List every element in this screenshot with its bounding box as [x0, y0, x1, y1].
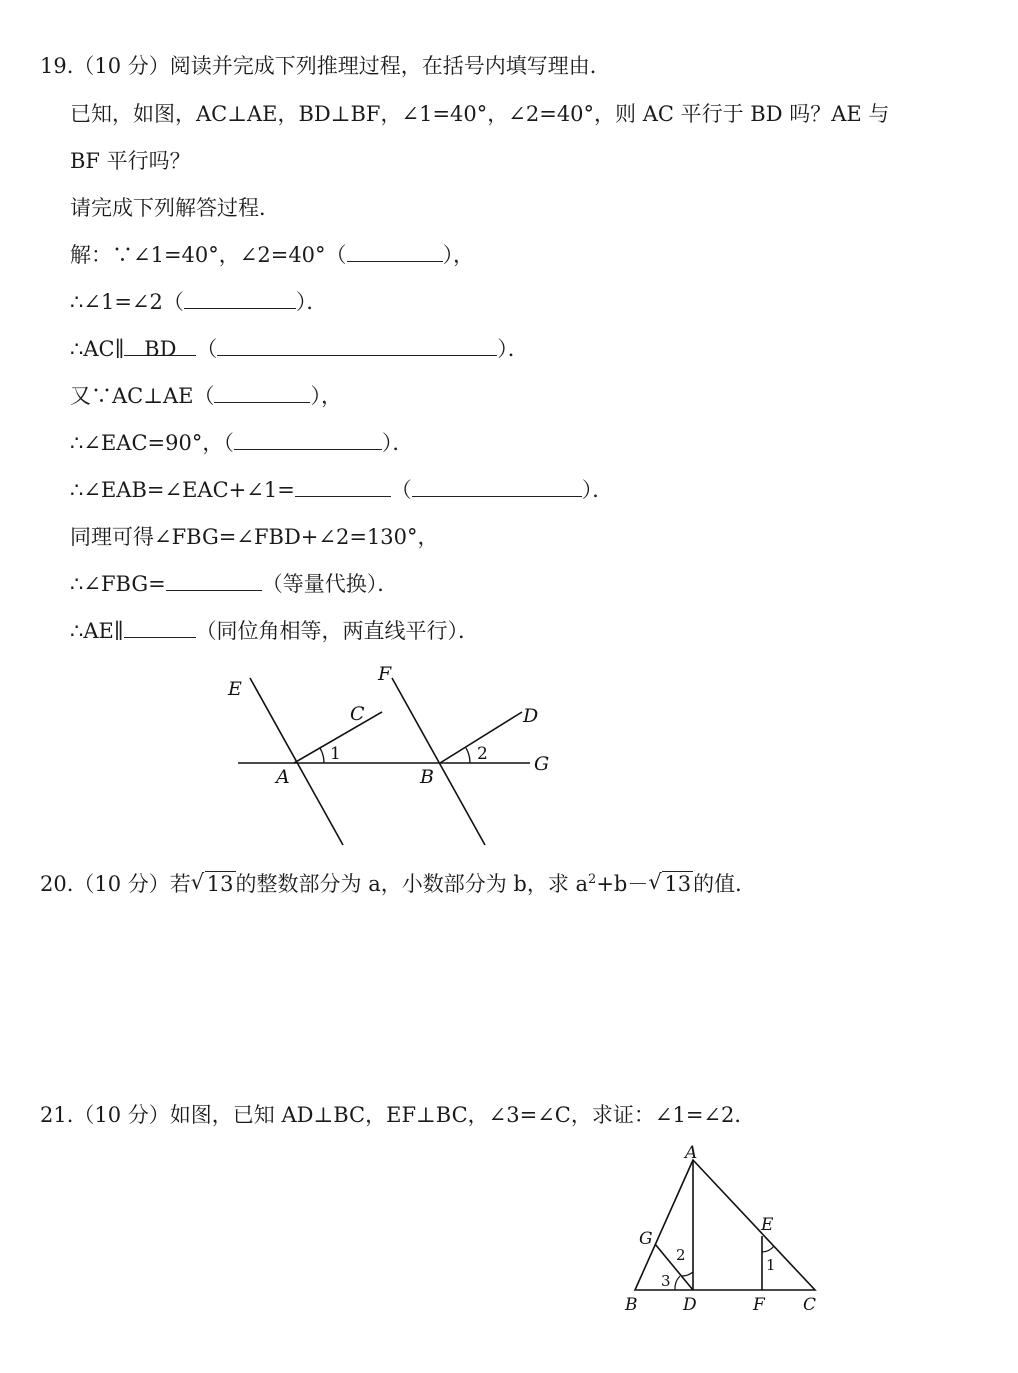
- step2-end: ）．: [295, 290, 328, 314]
- q19-step7: 同理可得∠FBG=∠FBD+∠2=130°，: [70, 525, 439, 549]
- step9-text: ∴AE∥: [70, 619, 124, 643]
- label-G: G: [534, 753, 550, 775]
- q20-mid2: +b－: [596, 872, 649, 896]
- q19-step9: [70, 617, 479, 645]
- triangle-ABC: [635, 1160, 815, 1290]
- q20-pre: 20.（10 分）若: [40, 872, 191, 896]
- q19-step5: [70, 429, 413, 457]
- label-B2: B: [625, 1295, 638, 1315]
- q19-title: 19.（10 分）阅读并完成下列推理过程，在括号内填写理由．: [40, 54, 611, 78]
- step3-blank[interactable]: [217, 335, 497, 356]
- q20: [40, 866, 756, 898]
- step4-blank[interactable]: [214, 382, 310, 403]
- step5-blank[interactable]: [234, 429, 382, 450]
- label-F: F: [378, 663, 392, 685]
- label-A: A: [276, 766, 290, 788]
- step3-text: ∴AC∥: [70, 337, 125, 361]
- step5-end: ）．: [381, 431, 414, 455]
- angle-arc-3: [675, 1276, 680, 1290]
- label-angle-1: 1: [330, 744, 341, 764]
- q20-mid: 的整数部分为 a，小数部分为 b，求 a: [235, 872, 589, 896]
- radicand-b: 13: [664, 872, 692, 896]
- q19-step4: [70, 382, 342, 410]
- label-angle-3: 3: [661, 1272, 671, 1290]
- label-F2: F: [753, 1295, 765, 1315]
- q21-title: 21.（10 分）如图，已知 AD⊥BC，EF⊥BC，∠3=∠C，求证：∠1=∠2．: [40, 1103, 756, 1127]
- step9-end: （同位角相等，两直线平行）．: [195, 619, 480, 643]
- label-angle-2: 2: [477, 744, 488, 764]
- angle-arc-2b: [682, 1272, 693, 1276]
- step4-end: ），: [310, 384, 342, 408]
- step6-blank-a[interactable]: [295, 476, 391, 497]
- step3-fill: BD: [144, 337, 177, 361]
- q19-instruction: 请完成下列解答过程．: [70, 196, 280, 220]
- step3-open: （: [196, 337, 218, 361]
- line-FB: [392, 678, 485, 845]
- step4-text: 又∵AC⊥AE（: [70, 384, 215, 408]
- step3-filled-blank[interactable]: [124, 335, 196, 361]
- q19-step1: [70, 241, 474, 269]
- q19-step8: [70, 570, 398, 598]
- q20-exponent: 2: [588, 872, 597, 887]
- label-A2: A: [685, 1143, 698, 1163]
- step2-blank[interactable]: [184, 288, 296, 309]
- step6-open: （: [390, 478, 412, 502]
- q19-given-line1: 已知，如图，AC⊥AE，BD⊥BF，∠1=40°，∠2=40°，则 AC 平行于 BD 吗？AE 与: [70, 102, 890, 126]
- step8-blank[interactable]: [166, 570, 262, 591]
- step6-blank-b[interactable]: [412, 476, 582, 497]
- q19-step3: [70, 335, 529, 363]
- step1-blank[interactable]: [347, 241, 443, 262]
- step9-blank[interactable]: [124, 617, 196, 638]
- label-C: C: [350, 703, 365, 725]
- step1-end: ），: [442, 243, 475, 267]
- label-angle-1b: 1: [766, 1256, 776, 1274]
- q19-step6: [70, 476, 613, 504]
- step3-end: ）．: [497, 337, 529, 361]
- step5-text: ∴∠EAC=90°，（: [70, 431, 234, 455]
- q19-given-line2: BF 平行吗？: [70, 149, 191, 173]
- label-E: E: [228, 678, 242, 700]
- q19-figure: [220, 660, 570, 855]
- step2-text: ∴∠1=∠2（: [70, 290, 184, 314]
- angle-arc-1b: [762, 1246, 774, 1252]
- sqrt-13-b: √ 13: [648, 870, 692, 896]
- angle-arc-1: [320, 748, 324, 763]
- step6-text: ∴∠EAB=∠EAC+∠1=: [70, 478, 295, 502]
- step8-text: ∴∠FBG=: [70, 572, 166, 596]
- step6-end: ）．: [581, 478, 614, 502]
- step1-text: 解：∵∠1=40°，∠2=40°（: [70, 243, 347, 267]
- label-B: B: [420, 766, 434, 788]
- q19-step2: [70, 288, 327, 316]
- q21-figure: [615, 1140, 830, 1320]
- radicand-a: 13: [206, 872, 234, 896]
- step8-end: （等量代换）．: [261, 572, 399, 596]
- label-angle-2b: 2: [676, 1246, 686, 1264]
- sqrt-13-a: √ 13: [190, 870, 234, 896]
- label-E2: E: [761, 1215, 774, 1235]
- q20-post: 的值．: [693, 872, 757, 896]
- label-D: D: [523, 705, 539, 727]
- label-G2: G: [639, 1229, 653, 1249]
- label-D2: D: [683, 1295, 697, 1315]
- label-C2: C: [803, 1295, 817, 1315]
- angle-arc-2: [466, 748, 470, 763]
